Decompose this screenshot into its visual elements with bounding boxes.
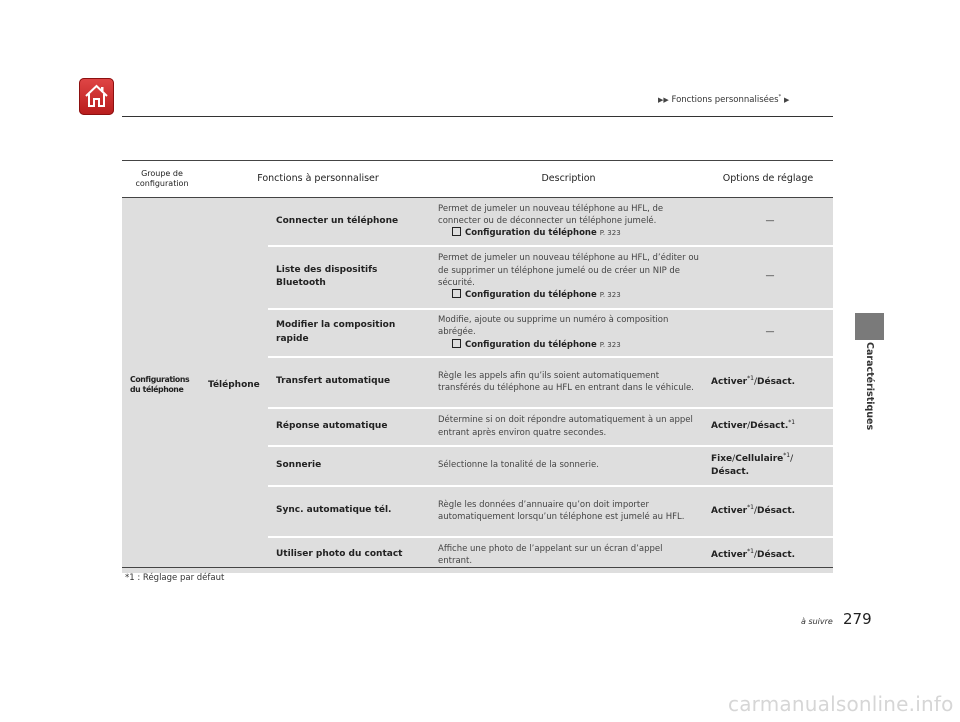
option-cell: —	[703, 198, 833, 246]
page-number: 279	[843, 610, 872, 628]
home-button[interactable]	[79, 78, 114, 115]
ref-page: P. 323	[599, 340, 621, 349]
option-value: Activer	[711, 505, 748, 516]
home-icon	[84, 84, 109, 108]
table-row	[122, 198, 833, 246]
option-value: Fixe	[711, 453, 733, 464]
feature-cell: Utiliser photo du contact	[268, 537, 434, 574]
default-note: *1	[788, 419, 796, 427]
table-bottom-rule	[122, 567, 833, 568]
option-cell	[703, 357, 833, 408]
breadcrumb[interactable]	[658, 94, 834, 105]
feature-cell: Sync. automatique tél.	[268, 486, 434, 537]
description-cell	[434, 309, 703, 357]
description-text: Permet de jumeler un nouveau téléphone au HFL, d’éditer ou de supprimer un téléphone jumelé ou de créer un NIP de sécurité.	[438, 253, 699, 288]
description-text: Permet de jumeler un nouveau téléphone au HFL, de connecter ou de déconnecter un téléphone jumelé.	[438, 203, 664, 227]
cross-reference-link[interactable]	[438, 289, 699, 301]
default-note: *1	[783, 451, 791, 459]
option-cell	[703, 486, 833, 537]
ref-page: P. 323	[599, 291, 621, 300]
header-rule	[122, 116, 833, 117]
reference-icon	[452, 227, 461, 236]
feature-cell: Connecter un téléphone	[268, 198, 434, 246]
breadcrumb-note: *	[778, 94, 782, 100]
breadcrumb-section: Fonctions personnalisées	[671, 94, 779, 105]
continued-label: à suivre	[801, 617, 833, 626]
option-separator: /	[732, 453, 736, 464]
option-value: Activer	[711, 549, 748, 560]
option-cell: —	[703, 246, 833, 309]
option-cell	[703, 446, 833, 486]
arrow-icon: ▶	[783, 95, 790, 104]
description-cell: Règle les données d’annuaire qu’on doit importer automatiquement lorsqu’un téléphone est jumelé au HFL.	[434, 486, 703, 537]
header-description: Description	[434, 161, 703, 198]
option-separator: /	[747, 421, 751, 432]
description-cell	[434, 198, 703, 246]
feature-cell: Transfert automatique	[268, 357, 434, 408]
ref-page: P. 323	[599, 229, 621, 238]
feature-cell: Modifier la composition rapide	[268, 309, 434, 357]
subgroup-cell: Téléphone	[202, 198, 268, 574]
double-arrow-icon: ▶▶	[658, 95, 669, 104]
default-note: *1	[747, 503, 754, 511]
option-cell: —	[703, 309, 833, 357]
reference-icon	[452, 339, 461, 348]
header-options: Options de réglage	[703, 161, 833, 198]
description-cell: Affiche une photo de l’appelant sur un écran d’appel entrant.	[434, 537, 703, 574]
ref-title: Configuration du téléphone	[465, 290, 597, 301]
cross-reference-link[interactable]	[438, 339, 699, 351]
feature-cell: Sonnerie	[268, 446, 434, 486]
table-header	[122, 161, 833, 198]
option-value: Activer	[711, 421, 748, 432]
description-text: Modifie, ajoute ou supprime un numéro à composition abrégée.	[438, 315, 669, 338]
reference-icon	[452, 289, 461, 298]
default-note: *1	[747, 547, 754, 555]
option-value: Désact.	[757, 505, 796, 516]
option-value: Activer	[711, 376, 748, 387]
header-group: Groupe de configuration	[122, 161, 202, 198]
option-separator: /	[790, 453, 794, 464]
feature-cell: Liste des dispositifs Bluetooth	[268, 246, 434, 309]
ref-title: Configuration du téléphone	[465, 228, 597, 239]
description-cell: Règle les appels afin qu’ils soient automatiquement transférés du téléphone au HFL en entrant dans le véhicule.	[434, 357, 703, 408]
ref-title: Configuration du téléphone	[465, 339, 597, 350]
chapter-label: Caractéristiques	[864, 342, 875, 431]
description-cell	[434, 246, 703, 309]
option-value: Désact.	[750, 421, 789, 432]
option-separator: /	[753, 505, 757, 516]
option-value: Cellulaire	[735, 453, 784, 464]
chapter-tab[interactable]	[855, 313, 884, 340]
feature-cell: Réponse automatique	[268, 408, 434, 446]
header-feature: Fonctions à personnaliser	[202, 161, 434, 198]
description-cell: Détermine si on doit répondre automatiquement à un appel entrant après environ quatre secondes.	[434, 408, 703, 446]
option-separator: /	[753, 376, 757, 387]
option-separator: /	[753, 549, 757, 560]
option-value: Désact.	[757, 376, 796, 387]
cross-reference-link[interactable]	[438, 227, 699, 239]
watermark: carmanualsonline.info	[728, 692, 954, 716]
option-cell	[703, 408, 833, 446]
option-value: Désact.	[757, 549, 796, 560]
option-value: Désact.	[711, 467, 750, 477]
default-note: *1	[747, 374, 754, 382]
group-cell: Configurations du téléphone	[122, 198, 202, 574]
description-cell: Sélectionne la tonalité de la sonnerie.	[434, 446, 703, 486]
settings-table	[122, 160, 833, 575]
footnote: *1 : Réglage par défaut	[125, 573, 225, 583]
